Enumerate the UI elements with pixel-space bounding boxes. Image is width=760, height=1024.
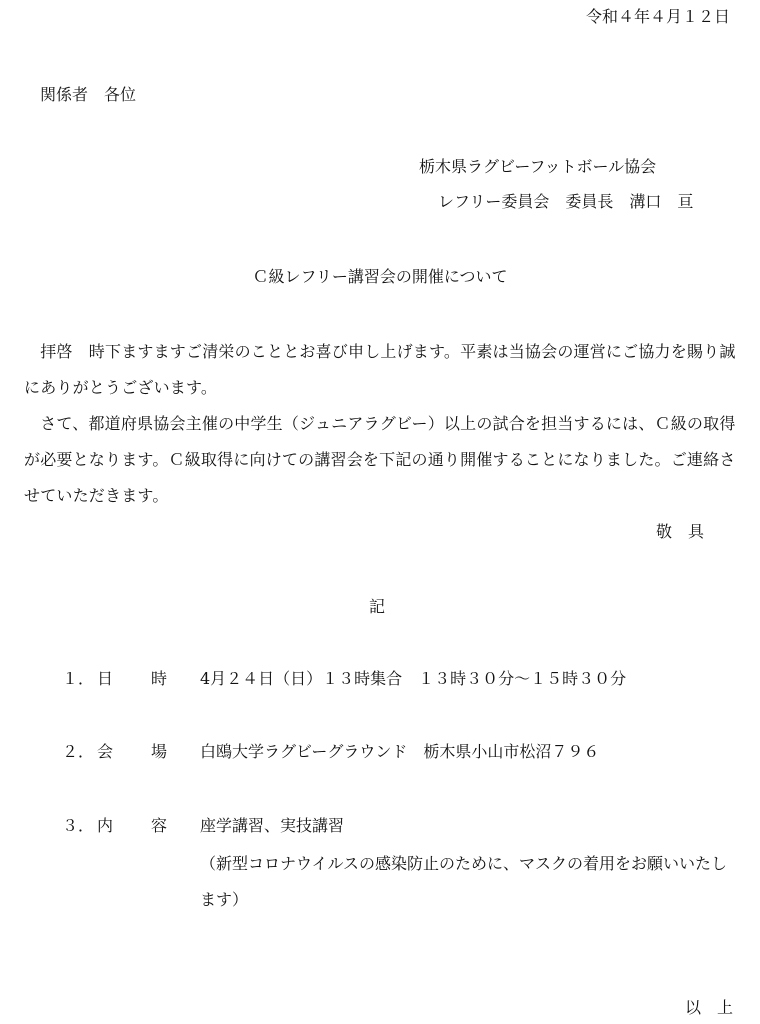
document-date: 令和４年４月１２日: [585, 7, 730, 26]
item-number-content: ３．: [62, 816, 95, 835]
body-paragraph-announcement: さて、都道府県協会主催の中学生（ジュニアラグビー）以上の試合を担当するには、Ｃ級の取得が必要となります。Ｃ級取得に向けての講習会を下記の通り開催することになりました。ご連絡させていただきます。: [24, 414, 736, 505]
item-label-char: 時: [150, 669, 167, 688]
item-label-date: [97, 669, 167, 689]
body-paragraph-greeting: 拝啓 時下ますますご清栄のこととお喜び申し上げます。平素は当協会の運営にご協力を賜り誠にありがとうございます。: [24, 342, 736, 397]
closing-phrase: 敬 具: [656, 522, 705, 541]
item-number-venue: ２．: [62, 742, 95, 761]
document-subject: Ｃ級レフリー講習会の開催について: [252, 267, 508, 286]
sender-committee: レフリー委員会 委員長 溝口 亘: [438, 192, 694, 211]
item-label-char: 日: [97, 669, 114, 688]
sender-organization: 栃木県ラグビーフットボール協会: [419, 157, 657, 176]
item-label-content: [97, 816, 167, 836]
item-value-venue: 白鴎大学ラグビーグラウンド 栃木県小山市松沼７９６: [200, 742, 600, 761]
item-label-char: 容: [150, 816, 167, 835]
ki-heading: 記: [369, 597, 386, 616]
item-label-char: 場: [150, 742, 167, 761]
item-value-date: 4月２４日（日）１３時集合 １３時３０分～１５時３０分: [200, 669, 627, 688]
item-label-venue: [97, 742, 167, 762]
addressee: 関係者 各位: [40, 85, 137, 104]
item-label-char: 会: [97, 742, 114, 761]
item-value-content: 座学講習、実技講習: [200, 816, 345, 835]
item-label-char: 内: [97, 816, 114, 835]
mask-note: （新型コロナウイルスの感染防止のために、マスクの着用をお願いいたします）: [200, 854, 728, 909]
item-number-date: １．: [62, 669, 95, 688]
end-mark: 以 上: [685, 998, 734, 1017]
